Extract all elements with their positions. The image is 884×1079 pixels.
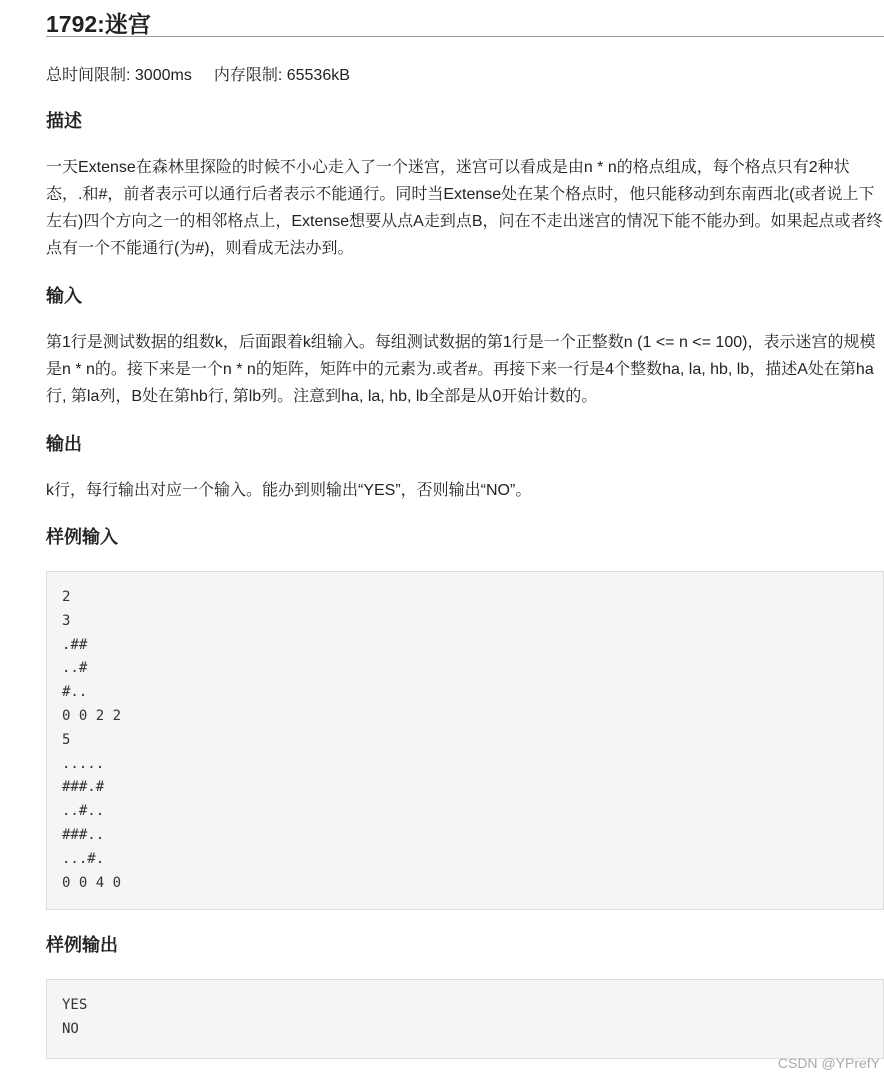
sample-input-line: ###.. xyxy=(62,826,105,843)
memory-limit: 内存限制: 65536kB xyxy=(213,67,350,84)
input-heading: 输入 xyxy=(46,286,82,306)
sample-input-line: ...#. xyxy=(62,850,105,867)
sample-input-box xyxy=(46,571,884,910)
sample-output-box xyxy=(46,979,884,1059)
output-heading: 输出 xyxy=(46,434,82,454)
sample-input-line: ..... xyxy=(62,755,105,772)
sample-input-line: 0 0 4 0 xyxy=(62,874,122,891)
sample-input-heading: 样例输入 xyxy=(46,527,118,547)
sample-input-line: .## xyxy=(62,636,88,653)
sample-input-line: ###.# xyxy=(62,779,105,796)
description-text: 一天Extense在森林里探险的时候不小心走入了一个迷宫，迷宫可以看成是由n * n的格点组成，每个格点只有2种状态，.和#，前者表示可以通行后者表示不能通行。同时当Extense处在某个格点时，他只能移动到东南西北(或者说上下左右)四个方向之一的相邻格点上，Extense想要从点A走到点B，问在不走出迷宫的情况下能不能办到。如果起点或者终点有一个不能通行(为#)，则看成无法办到。 xyxy=(46,159,883,257)
sample-input-line: ..# xyxy=(62,660,88,677)
csdn-watermark: CSDN @YPrefY xyxy=(777,1055,880,1071)
sample-output-heading: 样例输出 xyxy=(46,935,118,956)
sample-input-line: 3 xyxy=(62,612,71,629)
sample-output-line: YES xyxy=(62,997,88,1014)
limits-row xyxy=(46,66,884,86)
sample-input-line: 5 xyxy=(62,731,71,748)
time-limit: 总时间限制: 3000ms xyxy=(46,67,192,84)
page-title: 1792:迷宫 xyxy=(46,0,884,37)
input-text: 第1行是测试数据的组数k，后面跟着k组输入。每组测试数据的第1行是一个正整数n (1 <= n <= 100)，表示迷宫的规模是n * n的。接下来是一个n * n的矩阵，矩阵中的元素为.或者#。再接下来一行是4个整数ha, la, hb, lb，描述A处在第ha行, 第la列，B处在第hb行, 第lb列。注意到ha, la, hb, lb全部是从0开始计数的。 xyxy=(46,334,876,405)
output-text: k行，每行输出对应一个输入。能办到则输出“YES”，否则输出“NO”。 xyxy=(46,482,532,499)
sample-output-line: NO xyxy=(62,1021,79,1038)
sample-input-line: 0 0 2 2 xyxy=(62,707,122,724)
description-heading: 描述 xyxy=(46,111,82,131)
sample-input-line: #.. xyxy=(62,684,88,701)
sample-input-line: 2 xyxy=(62,589,71,605)
sample-input-line: ..#.. xyxy=(62,803,105,820)
